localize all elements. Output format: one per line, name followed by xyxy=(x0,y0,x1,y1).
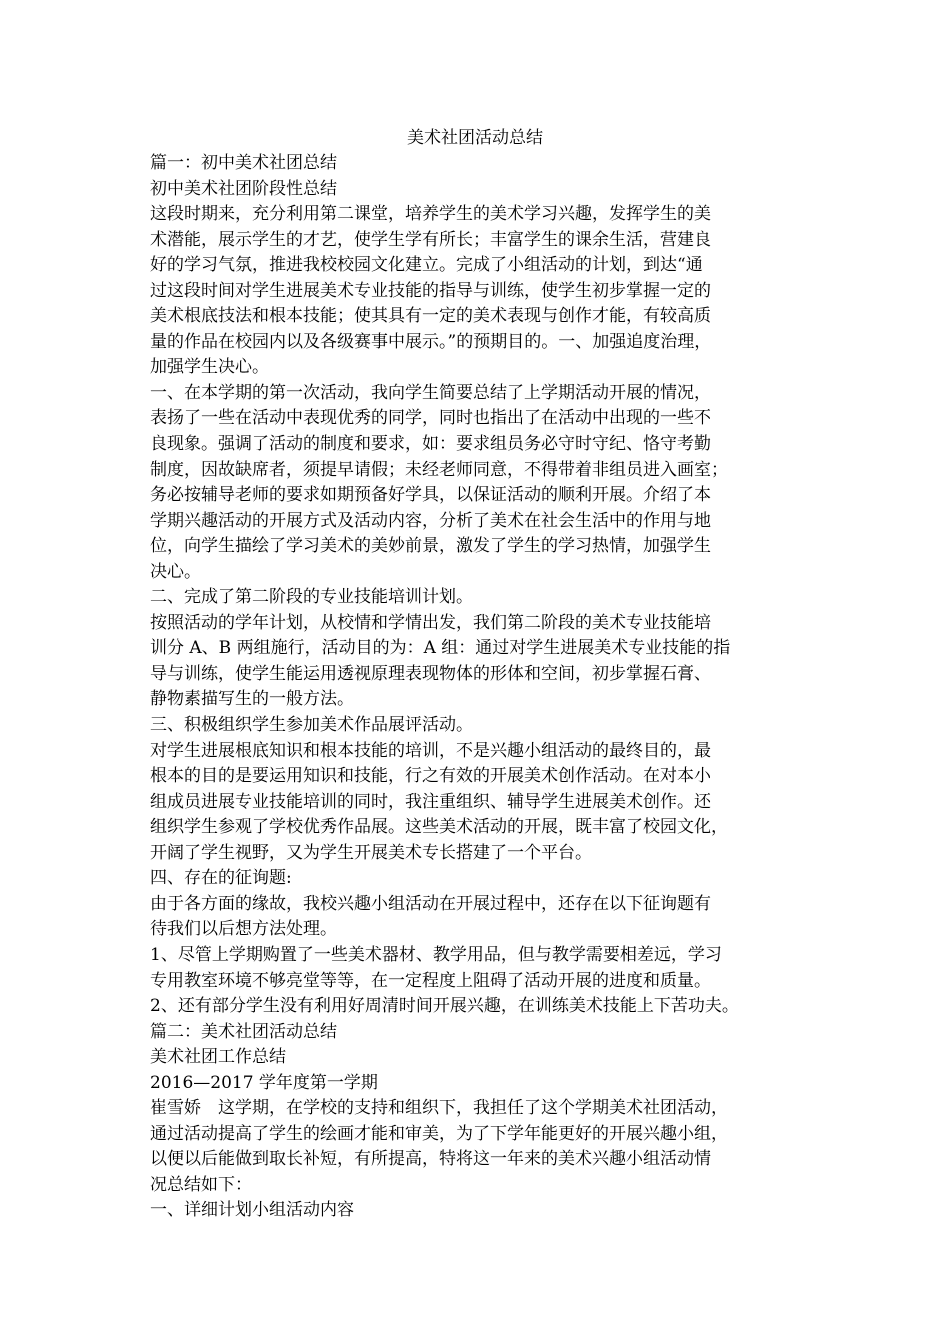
text-line: 按照活动的学年计划，从校情和学情出发，我们第二阶段的美术专业技能培 xyxy=(150,612,711,633)
text-line: 2016—2017 学年度第一学期 xyxy=(150,1072,378,1093)
text-line: 二、完成了第二阶段的专业技能培训计划。 xyxy=(150,587,473,608)
text-line: 表扬了一些在活动中表现优秀的同学，同时也指出了在活动中出现的一些不 xyxy=(150,408,711,429)
text-line: 美术社团工作总结 xyxy=(150,1047,286,1068)
text-line: 通过活动提高了学生的绘画才能和审美，为了下学年能更好的开展兴趣小组， xyxy=(150,1123,728,1144)
text-line: 2、还有部分学生没有利用好周清时间开展兴趣，在训练美术技能上下苦功夫。 xyxy=(150,996,739,1017)
text-line: 术潜能，展示学生的才艺，使学生学有所长；丰富学生的课余生活，营建良 xyxy=(150,229,711,250)
text-line: 静物素描写生的一般方法。 xyxy=(150,689,354,710)
text-line: 训分 A、B 两组施行，活动目的为：A 组：通过对学生进展美术专业技能的指 xyxy=(150,638,731,659)
text-line: 美术根底技法和根本技能；使其具有一定的美术表现与创作才能，有较高质 xyxy=(150,306,711,327)
text-line: 一、详细计划小组活动内容 xyxy=(150,1200,354,1221)
text-line: 由于各方面的缘故，我校兴趣小组活动在开展过程中，还存在以下征询题有 xyxy=(150,893,711,914)
text-line: 组织学生参观了学校优秀作品展。这些美术活动的开展，既丰富了校园文化， xyxy=(150,817,728,838)
text-line: 四、存在的征询题: xyxy=(150,868,292,889)
document-body xyxy=(150,151,850,1224)
text-line: 专用教室环境不够亮堂等等，在一定程度上阻碍了活动开展的进度和质量。 xyxy=(150,970,711,991)
text-line: 以便以后能做到取长补短，有所提高，特将这一年来的美术兴趣小组活动情 xyxy=(150,1149,711,1170)
text-line: 篇一：初中美术社团总结 xyxy=(150,153,337,173)
text-line: 量的作品在校园内以及各级赛事中展示。”的预期目的。一、加强追度治理， xyxy=(150,331,712,352)
text-line: 况总结如下： xyxy=(150,1174,252,1195)
text-line: 待我们以后想方法处理。 xyxy=(150,919,337,940)
text-line: 1、尽管上学期购置了一些美术器材、教学用品，但与教学需要相差远，学习 xyxy=(150,944,722,965)
text-line: 制度，因故缺席者，须提早请假；未经老师同意，不得带着非组员进入画室； xyxy=(150,459,728,480)
text-line: 根本的目的是要运用知识和技能，行之有效的开展美术创作活动。在对本小 xyxy=(150,766,711,787)
text-line: 这段时期来，充分利用第二课堂，培养学生的美术学习兴趣，发挥学生的美 xyxy=(150,204,711,225)
text-line: 一、在本学期的第一次活动，我向学生简要总结了上学期活动开展的情况， xyxy=(150,382,711,403)
text-line: 好的学习气氛，推进我校校园文化建立。完成了小组活动的计划，到达“通 xyxy=(150,255,703,276)
text-line: 决心。 xyxy=(150,561,201,582)
text-line: 开阔了学生视野，又为学生开展美术专长搭建了一个平台。 xyxy=(150,842,592,863)
text-line: 务必按辅导老师的要求如期预备好学具，以保证活动的顺利开展。介绍了本 xyxy=(150,485,711,506)
text-line: 导与训练，使学生能运用透视原理表现物体的形体和空间，初步掌握石膏、 xyxy=(150,663,711,684)
document-title: 美术社团活动总结 xyxy=(407,128,543,148)
text-line: 过这段时间对学生进展美术专业技能的指导与训练，使学生初步掌握一定的 xyxy=(150,280,711,301)
text-line: 良现象。强调了活动的制度和要求，如：要求组员务必守时守纪、恪守考勤 xyxy=(150,434,711,455)
text-line: 学期兴趣活动的开展方式及活动内容，分析了美术在社会生活中的作用与地 xyxy=(150,510,711,531)
text-line: 篇二：美术社团活动总结 xyxy=(150,1021,337,1042)
text-line: 加强学生决心。 xyxy=(150,357,269,378)
text-line: 崔雪娇 这学期，在学校的支持和组织下，我担任了这个学期美术社团活动， xyxy=(150,1098,728,1119)
text-line: 三、积极组织学生参加美术作品展评活动。 xyxy=(150,715,473,736)
text-line: 组成员进展专业技能培训的同时，我注重组织、辅导学生进展美术创作。还 xyxy=(150,791,711,812)
text-line: 位，向学生描绘了学习美术的美妙前景，激发了学生的学习热情，加强学生 xyxy=(150,536,711,557)
text-line: 初中美术社团阶段性总结 xyxy=(150,178,337,199)
text-line: 对学生进展根底知识和根本技能的培训，不是兴趣小组活动的最终目的，最 xyxy=(150,740,711,761)
